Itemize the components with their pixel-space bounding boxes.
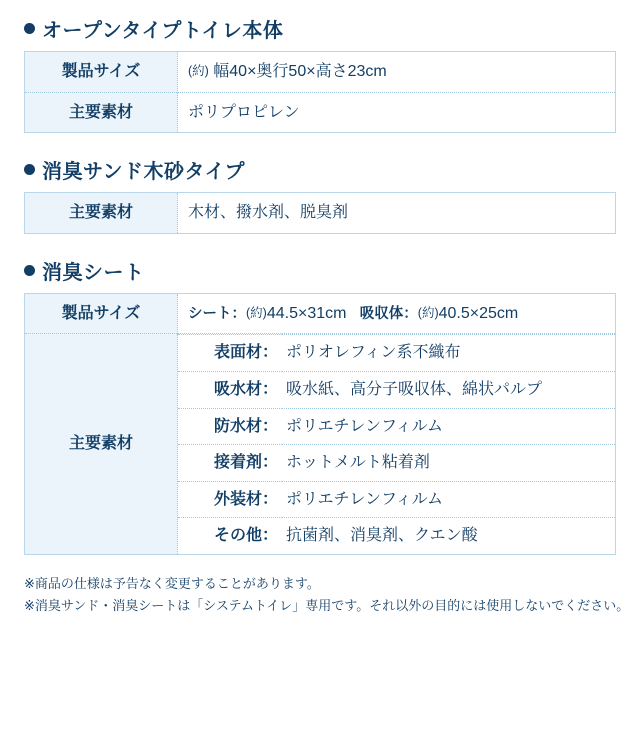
section-heading-label: オープンタイプトイレ本体 (42, 20, 284, 42)
material-key: 防水材： (178, 408, 282, 445)
table-row (25, 52, 616, 93)
row-label: 主要素材 (25, 193, 178, 234)
material-row (178, 518, 615, 554)
bullet-icon (24, 164, 35, 175)
row-label: 製品サイズ (25, 52, 178, 93)
footnote-line: ※商品の仕様は予告なく変更することがあります。 (24, 575, 320, 591)
row-label-materials: 主要素材 (25, 334, 178, 555)
row-value (178, 52, 616, 93)
material-key: 吸水材： (178, 371, 282, 408)
material-row (178, 481, 615, 518)
material-row (178, 445, 615, 482)
row-value-size (178, 293, 616, 334)
footnotes (24, 573, 630, 617)
bullet-icon (24, 23, 35, 34)
section-heading-label: 消臭サンド木砂タイプ (42, 161, 245, 184)
bullet-icon (24, 265, 35, 276)
material-value: ポリエチレンフィルム (282, 408, 615, 445)
row-label: 主要素材 (25, 92, 178, 133)
material-value: ホットメルト粘着剤 (282, 445, 615, 482)
size-key-sheet: シート： (188, 305, 246, 322)
section-heading (24, 14, 616, 43)
table-row-size (25, 293, 616, 334)
spec-table-toilet-body (24, 51, 616, 133)
material-key: その他： (178, 518, 282, 554)
table-row (25, 193, 616, 234)
material-key: 表面材： (178, 335, 282, 372)
spec-table-deodorant-sand (24, 192, 616, 234)
approx-marker-absorber: (約) (417, 305, 439, 320)
section-deodorant-sheet (24, 256, 616, 555)
row-value-text: 幅40×奥行50×高さ23cm (213, 63, 387, 80)
section-deodorant-sand (24, 155, 616, 234)
material-value: ポリエチレンフィルム (282, 481, 615, 518)
materials-cell (178, 334, 616, 555)
section-toilet-body (24, 14, 616, 133)
material-value: ポリオレフィン系不織布 (282, 335, 615, 372)
material-key: 接着剤： (178, 445, 282, 482)
materials-sub-table (178, 334, 615, 554)
approx-marker: (約) (188, 64, 209, 78)
material-key: 外装材： (178, 481, 282, 518)
size-key-absorber: 吸収体： (359, 305, 418, 322)
table-row (25, 92, 616, 133)
section-heading (24, 155, 616, 184)
spec-table-deodorant-sheet (24, 293, 616, 555)
row-value: ポリプロピレン (178, 92, 616, 133)
table-row-materials (25, 334, 616, 555)
row-value: 木材、撥水剤、脱臭剤 (188, 204, 349, 222)
row-label: 製品サイズ (25, 293, 178, 334)
section-heading (24, 256, 616, 285)
material-value: 抗菌剤、消臭剤、クエン酸 (282, 518, 615, 554)
material-row (178, 371, 615, 408)
material-value: 吸水紙、高分子吸収体、綿状パルプ (282, 371, 615, 408)
material-row (178, 408, 615, 445)
section-heading-label: 消臭シート (42, 261, 145, 284)
footnote-line: ※消臭サンド・消臭シートは「システムトイレ」専用です。それ以外の目的には使用しないでください。 (24, 598, 630, 614)
approx-marker-sheet: (約) (246, 305, 267, 320)
size-value-sheet: 44.5×31cm (266, 304, 347, 322)
size-value-absorber: 40.5×25cm (438, 304, 519, 322)
material-row (178, 335, 615, 372)
